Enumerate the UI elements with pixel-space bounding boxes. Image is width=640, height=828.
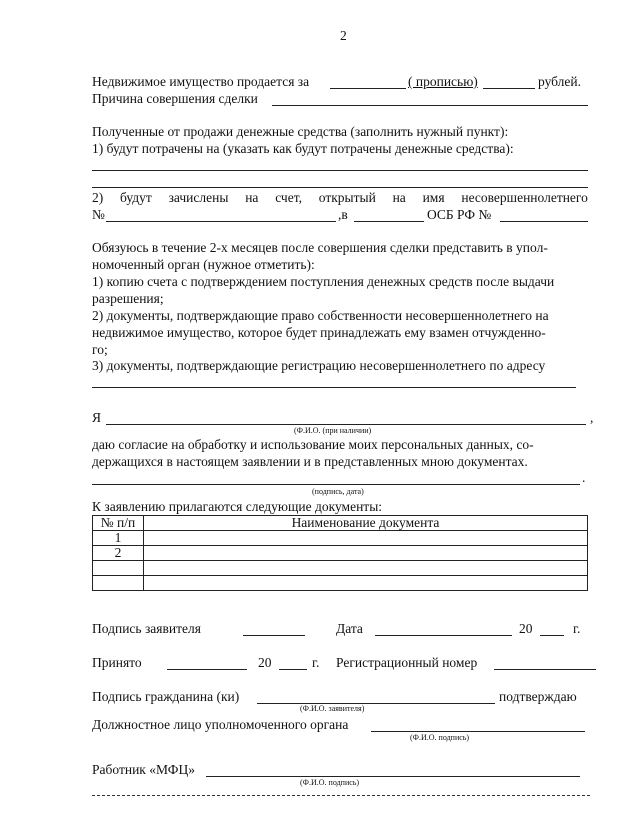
consent-fio-hint: (Ф.И.О. (при наличии) [294, 426, 372, 435]
sale-amount-words-field[interactable] [483, 88, 535, 89]
cut-line-divider [92, 795, 590, 796]
funds-option-2-word: 2) [92, 190, 104, 205]
accepted-year-suffix: г. [312, 655, 320, 670]
consent-comma: , [590, 410, 594, 425]
document-name-cell[interactable] [144, 576, 588, 591]
funds-option-2-word: будут [120, 190, 152, 205]
consent-signature-hint: (подпись, дата) [312, 487, 364, 496]
obligation-option-1: разрешения; [92, 291, 164, 306]
table-row [93, 546, 588, 561]
consent-text: держащихся в настоящем заявлении и в представленных мною документах. [92, 454, 528, 469]
funds-option-2-word: несовершеннолетнего [461, 190, 588, 205]
row-number-cell [93, 576, 144, 591]
deal-reason-label: Причина совершения сделки [92, 91, 258, 106]
attachments-table [92, 515, 588, 591]
registration-address-field[interactable] [92, 387, 576, 388]
funds-option-2-word: открытый [318, 190, 376, 205]
official-hint: (Ф.И.О. подпись) [410, 733, 470, 742]
citizen-signature-label: Подпись гражданина (ки) [92, 689, 240, 704]
accepted-label: Принято [92, 655, 142, 670]
attachments-heading: К заявлению прилагаются следующие документы: [92, 499, 383, 514]
consent-period: . [582, 470, 586, 485]
year-suffix: г. [573, 621, 581, 636]
table-header-row [93, 516, 588, 531]
document-name-cell[interactable] [144, 561, 588, 576]
mfc-worker-label: Работник «МФЦ» [92, 762, 195, 777]
funds-option-2-word: имя [422, 190, 445, 205]
official-signature-field[interactable] [371, 731, 585, 732]
account-bank-label: ,в [338, 207, 348, 222]
document-name-cell[interactable] [144, 531, 588, 546]
registration-number-label: Регистрационный номер [336, 655, 478, 670]
year-field[interactable] [540, 635, 564, 636]
account-bank-field[interactable] [354, 221, 424, 222]
column-name-header: Наименование документа [144, 516, 588, 531]
mfc-hint: (Ф.И.О. подпись) [300, 778, 360, 787]
accepted-year-field[interactable] [279, 669, 307, 670]
account-number-label: № [92, 207, 105, 222]
funds-option-1: 1) будут потрачены на (указать как будут потрачены денежные средства): [92, 141, 514, 156]
funds-heading: Полученные от продажи денежные средства (заполнить нужный пункт): [92, 124, 509, 139]
consent-text: даю согласие на обработку и использование моих персональных данных, со- [92, 437, 534, 452]
sale-amount-label: Недвижимое имущество продается за [92, 74, 310, 89]
obligation-option-2: недвижимое имущество, которое будет принадлежать ему взамен отчужденно- [92, 325, 546, 340]
obligation-option-3: 3) документы, подтверждающие регистрацию несовершеннолетнего по адресу [92, 358, 546, 373]
funds-option-2-word: счет, [275, 190, 302, 205]
document-name-cell[interactable] [144, 546, 588, 561]
accepted-year-prefix: 20 [258, 655, 272, 670]
applicant-fio-hint: (Ф.И.О. заявителя) [300, 704, 365, 713]
row-number-cell [93, 561, 144, 576]
official-label: Должностное лицо уполномоченного органа [92, 717, 349, 732]
obligation-text: номоченный орган (нужное отметить): [92, 257, 315, 272]
row-number-cell: 2 [93, 546, 144, 561]
funds-option-2-word: на [392, 190, 406, 205]
funds-spend-field-2[interactable] [92, 187, 588, 188]
date-field[interactable] [375, 635, 512, 636]
table-row [93, 531, 588, 546]
row-number-cell: 1 [93, 531, 144, 546]
date-label: Дата [336, 621, 363, 636]
citizen-signature-field[interactable] [257, 703, 495, 704]
consent-fio-field[interactable] [106, 424, 586, 425]
sale-amount-words-label: ( прописью) [408, 74, 478, 89]
funds-spend-field-1[interactable] [92, 170, 588, 171]
funds-option-2-word: зачислены [168, 190, 229, 205]
obligation-option-2: 2) документы, подтверждающие право собственности несовершеннолетнего на [92, 308, 549, 323]
deal-reason-field[interactable] [272, 105, 588, 106]
applicant-signature-label: Подпись заявителя [92, 621, 201, 636]
branch-number-field[interactable] [500, 221, 588, 222]
branch-number-label: ОСБ РФ № [427, 207, 492, 222]
obligation-option-1: 1) копию счета с подтверждением поступления денежных средств после выдачи [92, 274, 555, 289]
consent-signature-field[interactable] [92, 484, 580, 485]
mfc-worker-field[interactable] [206, 776, 580, 777]
account-number-field[interactable] [106, 221, 336, 222]
funds-option-2-word: на [245, 190, 259, 205]
obligation-option-2: го; [92, 342, 108, 357]
table-row [93, 576, 588, 591]
funds-option-2 [92, 190, 588, 206]
consent-i-label: Я [92, 410, 102, 425]
sale-currency-label: рублей. [538, 74, 582, 89]
sale-amount-field[interactable] [330, 88, 406, 89]
page-number: 2 [340, 28, 347, 43]
year-prefix: 20 [519, 621, 533, 636]
accepted-date-field[interactable] [167, 669, 247, 670]
table-row [93, 561, 588, 576]
applicant-signature-field[interactable] [243, 635, 305, 636]
registration-number-field[interactable] [494, 669, 596, 670]
confirm-label: подтверждаю [499, 689, 577, 704]
obligation-text: Обязуюсь в течение 2-х месяцев после совершения сделки представить в упол- [92, 240, 548, 255]
column-number-header: № п/п [93, 516, 144, 531]
